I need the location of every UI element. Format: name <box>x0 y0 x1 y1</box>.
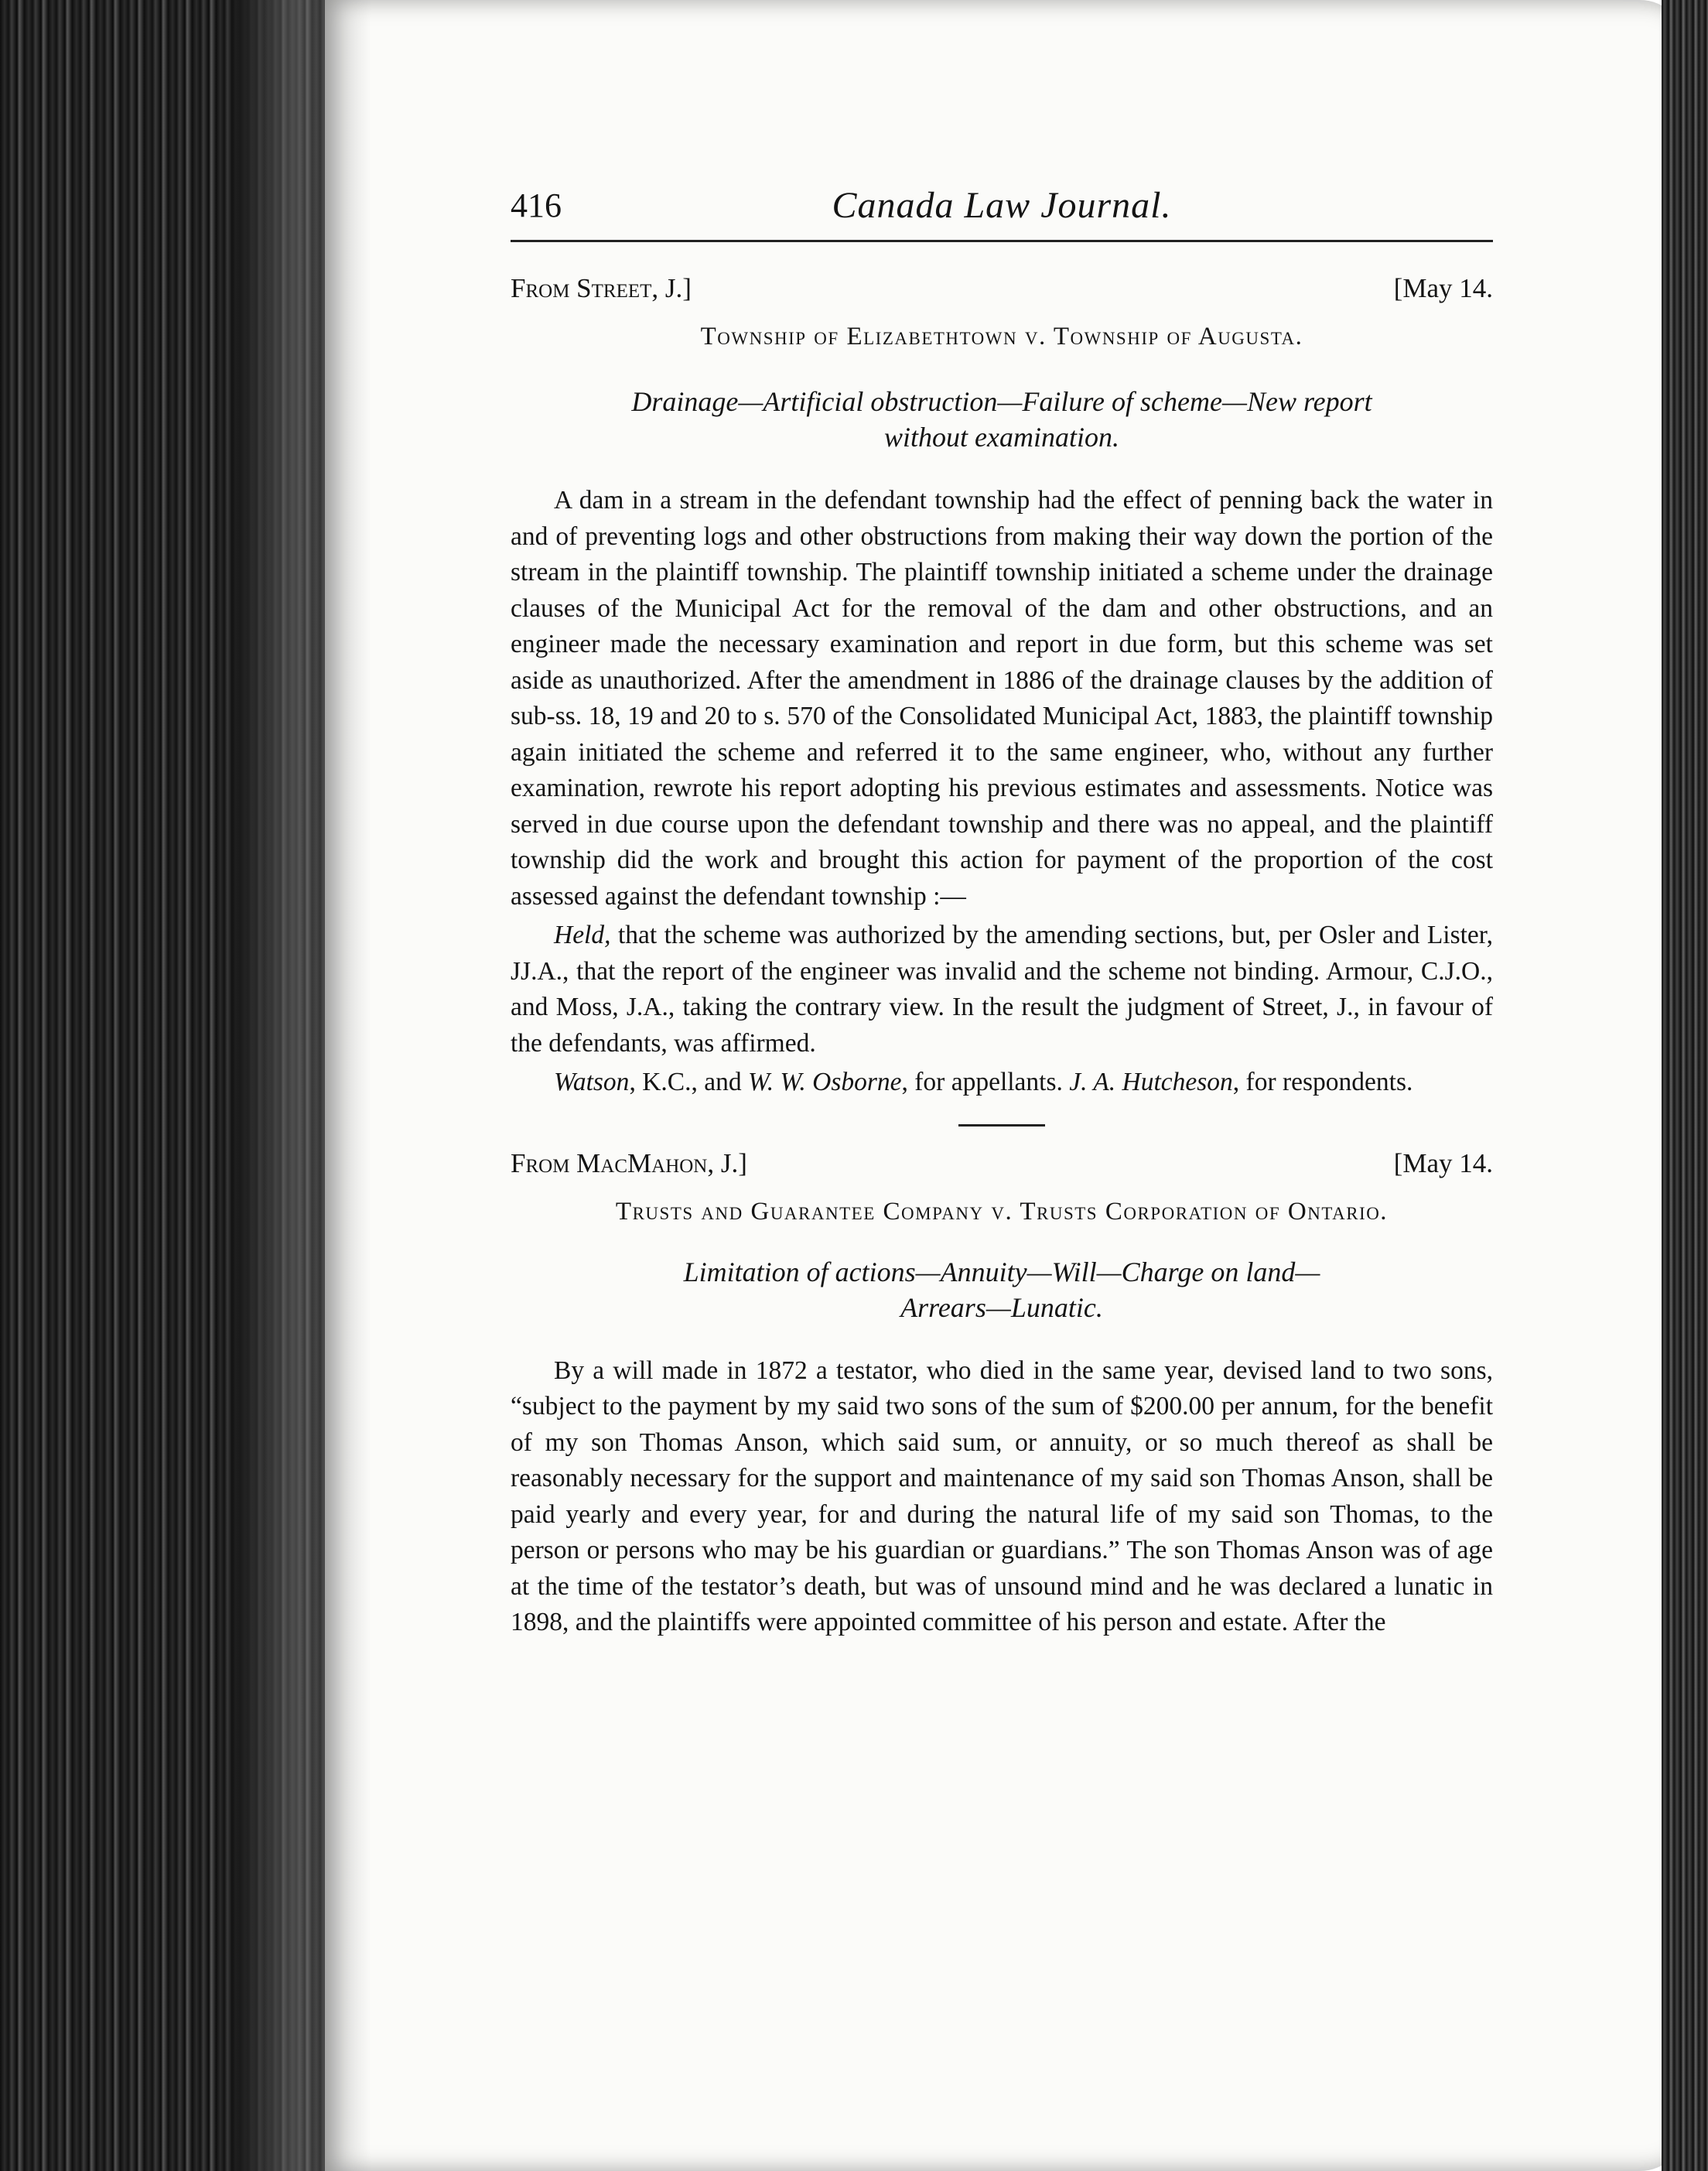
counsel-text: , K.C., and <box>629 1068 748 1096</box>
case-header <box>511 1148 1493 1179</box>
case-body <box>511 483 1493 1101</box>
headnote-line: Drainage—Artificial obstruction—Failure of scheme—New report <box>631 386 1372 417</box>
counsel-name: Watson <box>554 1068 630 1096</box>
headnote-line: Arrears—Lunatic. <box>900 1291 1103 1323</box>
headnote-line: without examination. <box>884 422 1119 453</box>
case-headnote <box>534 1254 1470 1325</box>
gutter-shadow <box>232 0 371 2171</box>
counsel-text: , for appellants. <box>901 1068 1070 1096</box>
body-paragraph: A dam in a stream in the defendant township had the effect of penning back the water in and of preventing logs and other obstructions from making their way down the portion of the stream in the plaintiff township. The plaintiff township initiated a scheme under the drainage clauses of the Municipal Act for the removal of the dam and other obstructions, and an engineer made the necessary examination and report in due form, but this scheme was set aside as unauthorized. After the amendment in 1886 of the drainage clauses by the addition of sub-ss. 18, 19 and 20 to s. 570 of the Consolidated Municipal Act, 1883, the plaintiff township again initiated the scheme and referred it to the same engineer, who, without any further examination, rewrote his report adopting his previous estimates and assessments. Notice was served in due course upon the defendant township and there was no appeal, and the plaintiff township did the work and brought this action for payment of the proportion of the cost assessed against the defendant township :— <box>511 486 1493 911</box>
case-date: [May 14. <box>1393 1147 1493 1178</box>
case-headnote <box>534 384 1470 455</box>
case-header <box>511 273 1493 304</box>
held-text: that the scheme was authorized by the amending sections, but, per Osler and Lister, JJ.A., that the report of the engineer was invalid and the scheme not binding. Armour, C.J.O., and Moss, J.A., taking the contrary view. In the result the judgment of Street, J., in favour of the defendants, was affirmed. <box>511 921 1493 1058</box>
counsel-paragraph <box>511 1065 1493 1101</box>
body-paragraph <box>511 918 1493 1062</box>
running-head <box>511 178 1493 242</box>
page-number: 416 <box>511 186 562 224</box>
counsel-text: , for respondents. <box>1232 1068 1413 1096</box>
counsel-name: J. A. Hutcheson <box>1069 1068 1233 1096</box>
counsel-name: W. W. Osborne <box>747 1068 902 1096</box>
page-edge <box>1662 0 1708 2171</box>
case-date: [May 14. <box>1393 273 1493 303</box>
case-title: Township of Elizabethtown v. Township of Augusta. <box>700 323 1303 350</box>
case-body <box>511 1353 1493 1641</box>
body-paragraph: By a will made in 1872 a testator, who died in the same year, devised land to two sons, “subject to the payment by my said two sons of the sum of $200.00 per annum, for the benefit of my son Thomas Anson, which said sum, or annuity, or so much thereof as shall be reasonably necessary for the support and maintenance of my said son Thomas Anson, shall be paid yearly and every year, for and during the natural life of my said son Thomas, to the person or persons who may be his guardian or guardians.” The son Thomas Anson was of age at the time of the testator’s death, but was of unsound mind and he was declared a lunatic in 1898, and the plaintiffs were appointed committee of his person and estate. After the <box>511 1356 1493 1636</box>
held-word: Held, <box>554 921 611 949</box>
journal-title: Canada Law Journal. <box>832 185 1172 226</box>
section-divider <box>958 1124 1045 1127</box>
page-content <box>511 178 1493 1641</box>
court-from: From Street, J.] <box>511 273 692 303</box>
court-from: From MacMahon, J.] <box>511 1147 747 1178</box>
headnote-line: Limitation of actions—Annuity—Will—Charge on land— <box>683 1256 1320 1287</box>
case-title: Trusts and Guarantee Company v. Trusts Corporation of Ontario. <box>615 1197 1389 1226</box>
